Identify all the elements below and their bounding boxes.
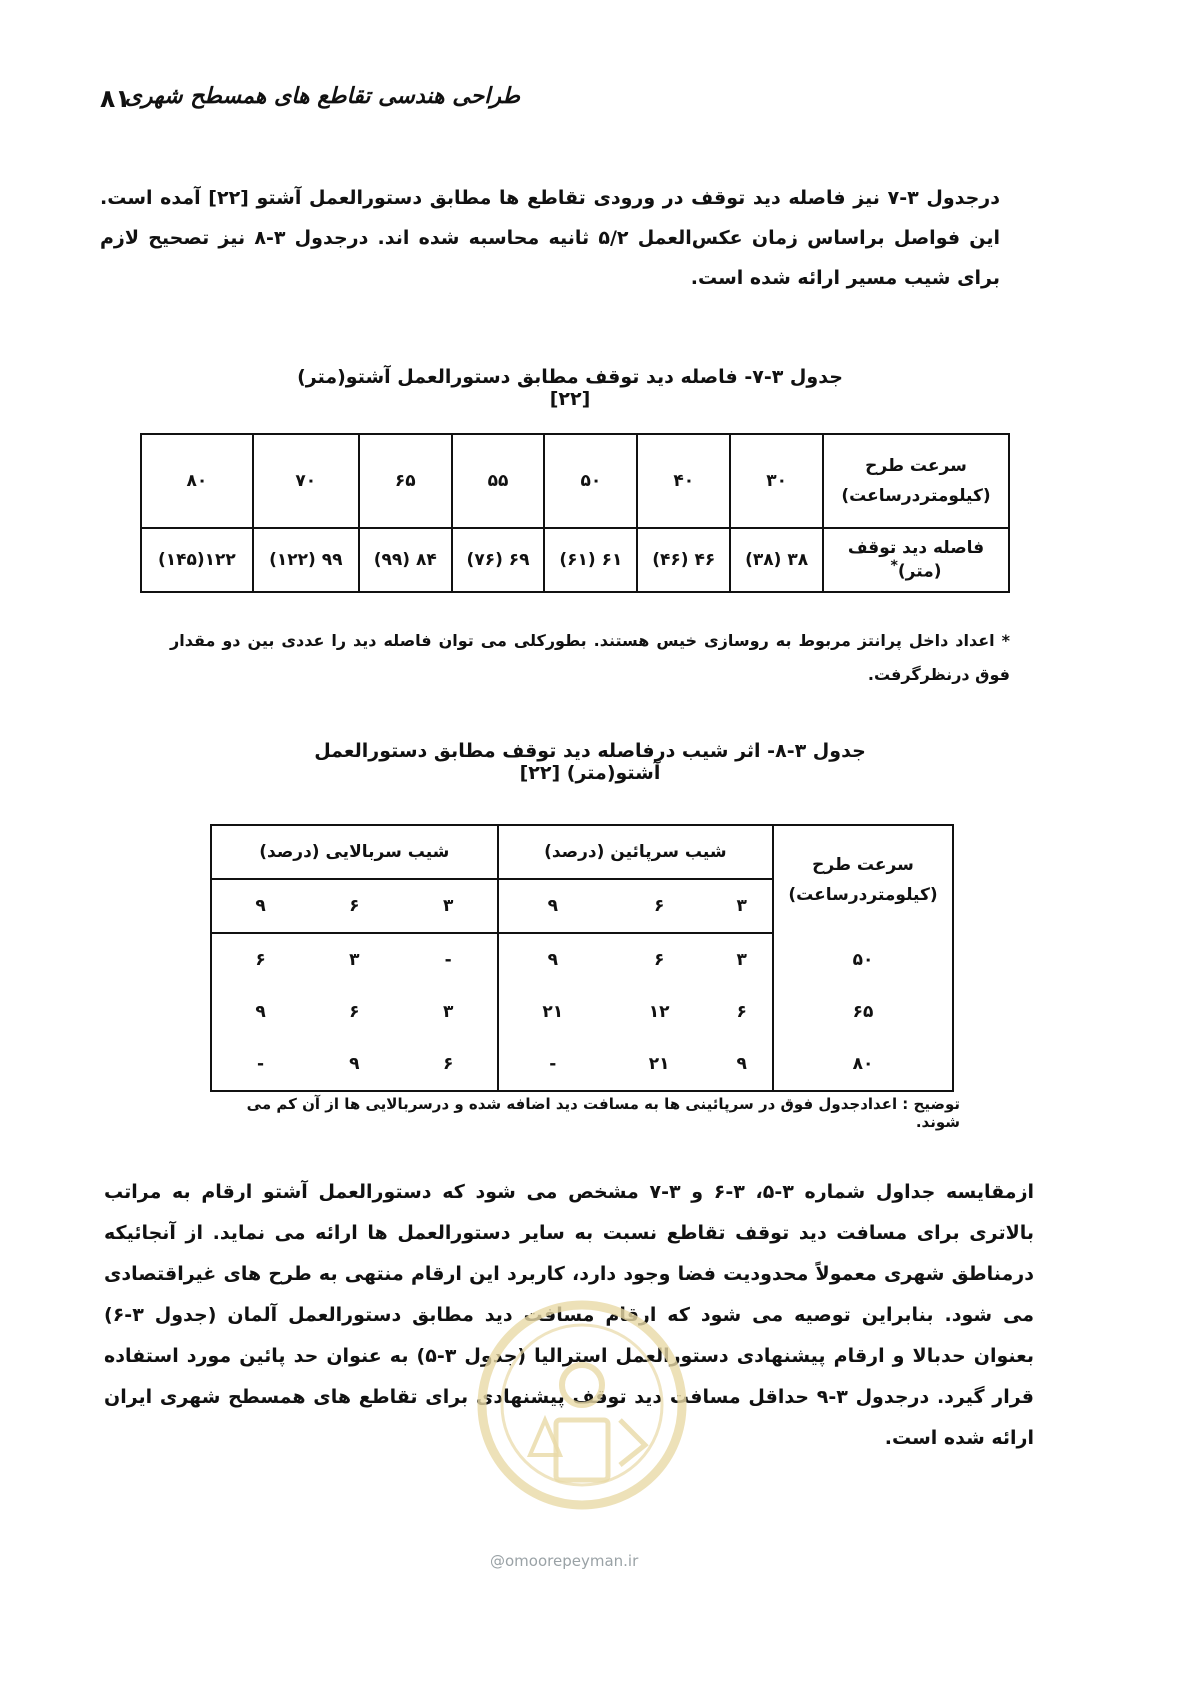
value-cell: ۹ (736, 1054, 747, 1074)
distance-cell: ۴۶ (۴۶) (637, 528, 730, 592)
closing-paragraph: ازمقایسه جداول شماره ۳-۵، ۳-۶ و ۳-۷ مشخص می شود که دستورالعمل آشتو ارقام به مراتب بالاتری برای مسافت دید توقف تقاطع نسبت به سایر دستورالعمل ها ارائه می نماید. از آنجائیکه درمناطق شهری معمولاً محدودیت فضا وجود دارد، کاربرد این ارقام منتهی به طرح های غیراقتصادی می شود. بنابراین توصیه می شود که ارقام مسافت دید مطابق دستورالعمل آلمان (جدول ۳-۶) بعنوان حدبالا و ارقام پیشنهادی دستورالعمل استرالیا (جدول ۳-۵) به عنوان حد پائین مورد استفاده قرار گیرد. درجدول ۳-۹ حداقل مسافت دید توقف پیشنهادی برای تقاطع های همسطح شهری ایران ارائه شده است. (104, 1181, 1035, 1449)
table2-note: توضیح : اعدادجدول فوق در سرپائینی ها به مسافت دید اضافه شده و درسربالایی ها از آن کم می شوند. (246, 1095, 960, 1131)
value-cell: ۳ (736, 950, 747, 970)
watermark-seal-icon (470, 1270, 695, 1550)
downhill-grade-header: شیب سرپائین (درصد) (498, 825, 773, 879)
value-cell: - (256, 1054, 265, 1074)
speed-cell: ۶۵ (359, 434, 452, 528)
stopping-sight-distance-table (140, 433, 1010, 593)
distance-cell: ۶۱ (۶۱) (544, 528, 637, 592)
table-row (211, 933, 953, 986)
header-label: سرعت طرح (812, 854, 914, 875)
speed-cell: ۸۰ (141, 434, 253, 528)
header-unit: (کیلومتردرساعت) (788, 884, 938, 905)
speed-cell: ۳۰ (730, 434, 823, 528)
value-cell: ۹ (255, 1002, 266, 1022)
grade-cell: ۶ (607, 879, 712, 933)
table-header-row (211, 825, 953, 879)
page-header (100, 84, 520, 118)
value-cell: ۹ (498, 933, 607, 986)
value-cell: - (498, 1038, 607, 1091)
distance-cell: ۱۲۲(۱۴۵) (141, 528, 253, 592)
value-cell: ۶ (442, 1054, 454, 1074)
table1-caption: جدول ۳-۷- فاصله دید توقف مطابق دستورالعمل آشتو(متر) [۲۲] (297, 366, 843, 410)
grade-cell: ۹ (211, 879, 309, 933)
design-speed-header (773, 825, 953, 933)
grade-cell: ۳ (711, 879, 773, 933)
header-unit: (کیلومتردرساعت) (841, 486, 991, 506)
grade-correction-table (210, 824, 954, 1092)
grade-cell: ۶ (309, 879, 400, 933)
running-title: طراحی هندسی تقاطع های همسطح شهری (124, 84, 520, 109)
speed-cell: ۵۵ (452, 434, 545, 528)
value-cell: ۲۱ (498, 986, 607, 1038)
value-cell: ۶ (736, 1002, 747, 1022)
grade-cell: ۹ (498, 879, 607, 933)
table-row (141, 434, 1009, 528)
page-number: ۸۱ (100, 84, 131, 113)
speed-cell: ۶۵ (773, 986, 953, 1038)
speed-cell: ۷۰ (253, 434, 359, 528)
table2-caption: جدول ۳-۸- اثر شیب درفاصله دید توقف مطابق دستورالعمل آشتو(متر) [۲۲] (314, 740, 866, 784)
uphill-grade-header: شیب سربالایی (درصد) (211, 825, 498, 879)
table-row (141, 528, 1009, 592)
distance-cell: ۶۹ (۷۶) (452, 528, 545, 592)
footnote-mark: * (890, 558, 898, 575)
value-cell: ۱۲ (648, 1002, 670, 1022)
table1-footnote: * اعداد داخل پرانتز مربوط به روسازی خیس هستند. بطورکلی می توان فاصله دید را عددی بین دو مقدار فوق درنظرگرفت. (170, 631, 1010, 684)
value-cell: - (444, 950, 452, 970)
speed-cell: ۵۰ (544, 434, 637, 528)
header-label: سرعت طرح (865, 456, 967, 476)
design-speed-header (823, 434, 1009, 528)
speed-cell: ۴۰ (637, 434, 730, 528)
row-label (823, 528, 1009, 592)
value-cell: ۳ (442, 1002, 454, 1022)
grade-cell: ۳ (400, 879, 498, 933)
value-cell: ۳ (349, 950, 360, 970)
value-cell: ۶ (255, 950, 266, 970)
value-cell: ۹ (349, 1054, 360, 1074)
distance-cell: ۹۹ (۱۲۲) (253, 528, 359, 592)
distance-cell: ۳۸ (۳۸) (730, 528, 823, 592)
distance-cell: ۸۴ (۹۹) (359, 528, 452, 592)
watermark-text: @omoorepeyman.ir (490, 1552, 639, 1570)
row-label-text: فاصله دید توقف (متر) (847, 538, 985, 582)
speed-cell: ۸۰ (773, 1038, 953, 1091)
table-row (211, 1038, 953, 1091)
value-cell: ۶ (349, 1002, 360, 1022)
value-cell: ۶ (653, 950, 665, 970)
table-row (211, 986, 953, 1038)
value-cell: ۲۱ (648, 1054, 670, 1074)
intro-paragraph: درجدول ۳-۷ نیز فاصله دید توقف در ورودی تقاطع ها مطابق دستورالعمل آشتو [۲۲] آمده است. این فواصل براساس زمان عکس‌العمل ۵/۲ ثانیه محاسبه شده اند. درجدول ۳-۸ نیز تصحیح لازم برای شیب مسیر ارائه شده است. (100, 187, 1000, 289)
speed-cell: ۵۰ (773, 933, 953, 986)
